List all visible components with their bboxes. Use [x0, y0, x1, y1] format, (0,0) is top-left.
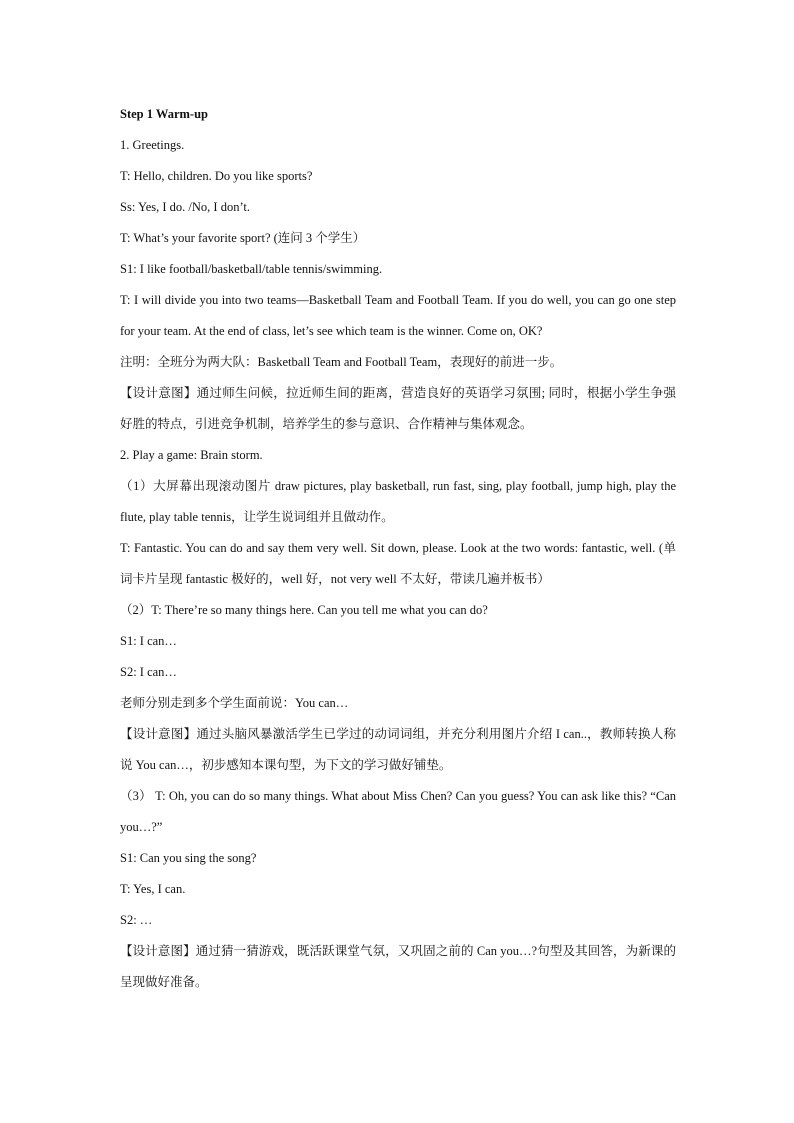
dialogue-line: T: Hello, children. Do you like sports? [120, 169, 313, 183]
design-intent-paragraph: 【设计意图】通过头脑风暴激活学生已学过的动词词组，并充分利用图片介绍 I can..，教师转换人称说 You can…，初步感知本课句型，为下文的学习做好铺垫。 [120, 727, 676, 772]
dialogue-paragraph: T: I will divide you into two teams—Basketball Team and Football Team. If you do well, you can go one step for your team. At the end of class, let’s see which team is the winner. Come on, OK? [120, 293, 676, 338]
lesson-content [120, 99, 676, 998]
dialogue-line: S2: … [120, 913, 153, 927]
note-line: 注明：全班分为两大队：Basketball Team and Football Team，表现好的前进一步。 [120, 355, 563, 369]
dialogue-line: S1: Can you sing the song? [120, 851, 257, 865]
dialogue-line: S2: I can… [120, 665, 177, 679]
dialogue-line: （2）T: There’re so many things here. Can you tell me what you can do? [120, 603, 488, 617]
dialogue-line: S1: I like football/basketball/table tennis/swimming. [120, 262, 383, 276]
game-item: 2. Play a game: Brain storm. [120, 448, 263, 462]
dialogue-paragraph: （3） T: Oh, you can do so many things. What about Miss Chen? Can you guess? You can ask like this? “Can you…?” [120, 789, 676, 834]
section-heading: Step 1 Warm-up [120, 107, 208, 121]
note-line: 老师分别走到多个学生面前说：You can… [120, 696, 349, 710]
dialogue-line: T: Yes, I can. [120, 882, 186, 896]
dialogue-line: T: What’s your favorite sport? (连问 3 个学生） [120, 231, 366, 245]
design-intent-paragraph: 【设计意图】通过猜一猜游戏，既活跃课堂气氛，又巩固之前的 Can you…?句型及其回答，为新课的呈现做好准备。 [120, 944, 676, 989]
greetings-item: 1. Greetings. [120, 138, 185, 152]
instruction-paragraph: （1）大屏幕出现滚动图片 draw pictures, play basketball, run fast, sing, play football, jump high, play the flute, play table tennis，让学生说词组并且做动作。 [120, 479, 676, 524]
dialogue-paragraph: T: Fantastic. You can do and say them very well. Sit down, please. Look at the two words: fantastic, well. (单词卡片呈现 fantastic 极好的，well 好，not very well 不太好，带读几遍并板书） [120, 541, 676, 586]
dialogue-line: S1: I can… [120, 634, 177, 648]
dialogue-line: Ss: Yes, I do. /No, I don’t. [120, 200, 250, 214]
design-intent-paragraph: 【设计意图】通过师生问候，拉近师生间的距离，营造良好的英语学习氛围; 同时，根据小学生争强好胜的特点，引进竞争机制，培养学生的参与意识、合作精神与集体观念。 [120, 386, 676, 431]
